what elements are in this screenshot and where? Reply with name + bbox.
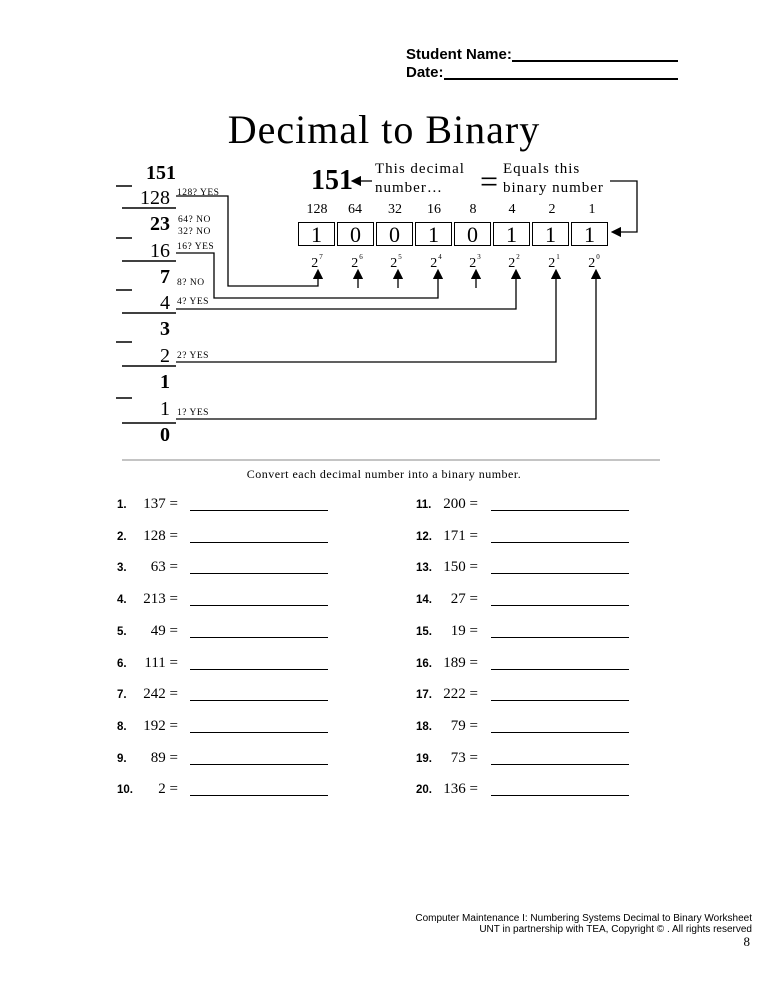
bit-box-1: 1: [571, 222, 608, 246]
division-note-64: 64? NO: [178, 215, 211, 225]
problem-number: 16.: [416, 658, 432, 670]
problem-value: 171 =: [443, 528, 478, 544]
place-value-16: 16: [427, 202, 441, 217]
answer-field[interactable]: [190, 764, 328, 765]
division-remainder-3: 3: [160, 318, 170, 340]
footer-line-2: UNT in partnership with TEA, Copyright © . All rights reserved: [479, 924, 752, 935]
problem-number: 12.: [416, 531, 432, 543]
division-subtract-4: 4: [160, 292, 170, 314]
division-subtract-1: 1: [160, 398, 170, 420]
date-label: Date:: [406, 64, 444, 81]
answer-field[interactable]: [491, 732, 629, 733]
problem-value: 63 =: [150, 559, 178, 575]
example-binary-caption-1: Equals this: [503, 161, 581, 177]
division-start: 151: [146, 162, 176, 184]
answer-field[interactable]: [190, 700, 328, 701]
problem-value: 137 =: [143, 496, 178, 512]
connector-4: [176, 274, 516, 309]
division-remainder-0: 0: [160, 424, 170, 446]
answer-field[interactable]: [190, 669, 328, 670]
problem-number: 4.: [117, 594, 127, 606]
problem-value: 49 =: [150, 623, 178, 639]
problem-number: 7.: [117, 689, 127, 701]
problem-value: 222 =: [443, 686, 478, 702]
power-2-7: $2^7$: [311, 253, 323, 271]
answer-field[interactable]: [190, 542, 328, 543]
answer-field[interactable]: [491, 764, 629, 765]
page-number: 8: [743, 934, 750, 949]
power-2-0: $2^0$: [588, 253, 600, 271]
division-subtract-2: 2: [160, 345, 170, 367]
division-subtract-16: 16: [150, 240, 170, 262]
place-value-32: 32: [388, 202, 402, 217]
division-remainder-23: 23: [150, 213, 170, 235]
problem-number: 13.: [416, 562, 432, 574]
problem-value: 150 =: [443, 559, 478, 575]
problem-value: 27 =: [450, 591, 478, 607]
bit-box-128: 1: [298, 222, 335, 246]
problem-value: 128 =: [143, 528, 178, 544]
problem-value: 136 =: [443, 781, 478, 797]
problem-number: 14.: [416, 594, 432, 606]
student-name-label: Student Name:: [406, 46, 512, 63]
page-title: Decimal to Binary: [227, 107, 541, 152]
problem-value: 79 =: [450, 718, 478, 734]
problem-value: 213 =: [143, 591, 178, 607]
bit-box-32: 0: [376, 222, 413, 246]
problem-value: 111 =: [144, 655, 178, 671]
division-note-8: 8? NO: [177, 278, 205, 288]
connector-1: [176, 274, 596, 419]
bit-box-4: 1: [493, 222, 530, 246]
answer-field[interactable]: [491, 637, 629, 638]
problem-number: 8.: [117, 721, 127, 733]
problem-number: 19.: [416, 753, 432, 765]
problem-value: 242 =: [143, 686, 178, 702]
bit-box-16: 1: [415, 222, 452, 246]
power-2-6: $2^6$: [351, 253, 363, 271]
answer-field[interactable]: [190, 732, 328, 733]
division-note-4: 4? YES: [177, 297, 209, 307]
division-note-32: 32? NO: [178, 227, 211, 237]
problem-number: 2.: [117, 531, 127, 543]
answer-field[interactable]: [491, 542, 629, 543]
division-remainder-1: 1: [160, 371, 170, 393]
division-subtract-128: 128: [140, 187, 170, 209]
problem-value: 89 =: [150, 750, 178, 766]
answer-field[interactable]: [491, 573, 629, 574]
instructions: Convert each decimal number into a binary number.: [246, 467, 522, 481]
problem-value: 189 =: [443, 655, 478, 671]
division-note-1: 1? YES: [177, 408, 209, 418]
power-2-2: $2^2$: [508, 253, 520, 271]
place-value-4: 4: [508, 202, 516, 217]
problem-number: 17.: [416, 689, 432, 701]
problem-number: 5.: [117, 626, 127, 638]
problem-number: 11.: [416, 499, 432, 511]
place-value-8: 8: [469, 202, 477, 217]
answer-field[interactable]: [190, 605, 328, 606]
place-value-1: 1: [588, 202, 596, 217]
answer-field[interactable]: [190, 637, 328, 638]
example-decimal-caption-1: This decimal: [375, 161, 465, 177]
power-2-3: $2^3$: [469, 253, 481, 271]
power-2-5: $2^5$: [390, 253, 402, 271]
bit-box-64: 0: [337, 222, 374, 246]
footer-line-1: Computer Maintenance I: Numbering Systems Decimal to Binary Worksheet: [415, 913, 752, 924]
problem-value: 192 =: [143, 718, 178, 734]
problem-number: 18.: [416, 721, 432, 733]
example-decimal-caption-2: number…: [375, 180, 443, 196]
place-value-128: 128: [306, 202, 328, 217]
problem-number: 3.: [117, 562, 127, 574]
example-decimal: 151: [311, 165, 353, 196]
bit-box-2: 1: [532, 222, 569, 246]
answer-field[interactable]: [190, 510, 328, 511]
problem-number: 10.: [117, 784, 133, 796]
problem-number: 1.: [117, 499, 127, 511]
place-value-2: 2: [548, 202, 556, 217]
example-binary-caption-2: binary number: [503, 180, 604, 196]
division-note-128: 128? YES: [177, 188, 220, 198]
bit-box-8: 0: [454, 222, 491, 246]
power-2-4: $2^4$: [430, 253, 442, 271]
division-note-16: 16? YES: [177, 242, 215, 252]
problem-number: 15.: [416, 626, 432, 638]
problem-value: 73 =: [450, 750, 478, 766]
problem-value: 2 =: [158, 781, 178, 797]
power-2-1: $2^1$: [548, 253, 560, 271]
division-remainder-7: 7: [160, 266, 170, 288]
place-value-64: 64: [348, 202, 362, 217]
answer-field[interactable]: [491, 700, 629, 701]
problem-number: 20.: [416, 784, 432, 796]
answer-field[interactable]: [491, 510, 629, 511]
answer-field[interactable]: [491, 795, 629, 796]
answer-field[interactable]: [491, 605, 629, 606]
problem-number: 9.: [117, 753, 127, 765]
division-note-2: 2? YES: [177, 351, 209, 361]
problem-value: 19 =: [450, 623, 478, 639]
connector-2: [176, 274, 556, 362]
answer-field[interactable]: [190, 795, 328, 796]
answer-field[interactable]: [491, 669, 629, 670]
example-equals-sign: =: [480, 163, 499, 199]
problem-number: 6.: [117, 658, 127, 670]
answer-field[interactable]: [190, 573, 328, 574]
problem-value: 200 =: [443, 496, 478, 512]
